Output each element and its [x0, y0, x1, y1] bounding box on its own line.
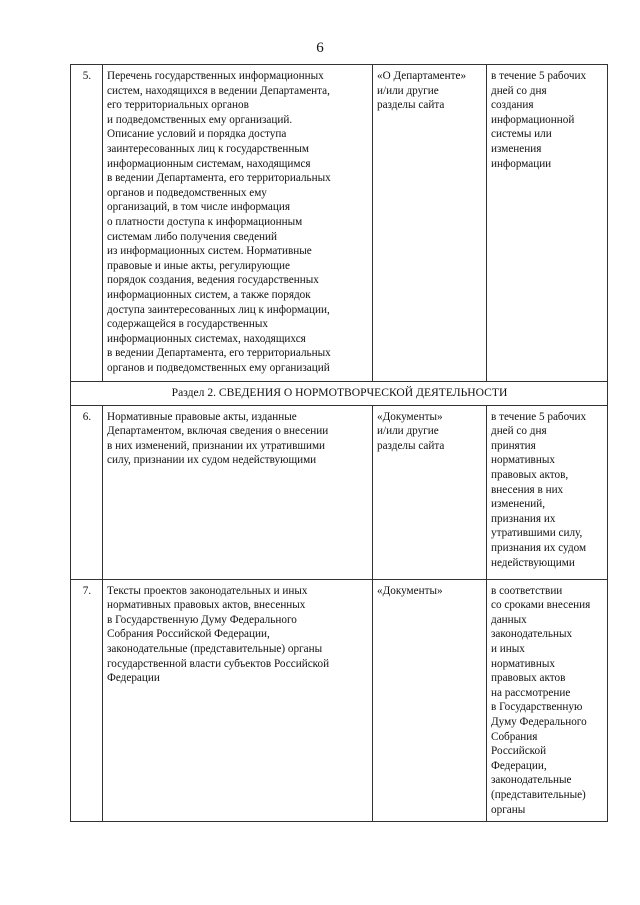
text-line: Описание условий и порядка доступа	[107, 128, 287, 141]
text-line: Думу Федерального	[491, 715, 587, 728]
row-site-section	[373, 65, 487, 382]
text-line: в течение 5 рабочих	[491, 70, 587, 82]
text-line: «Документы»	[377, 410, 443, 423]
row-site-section	[373, 579, 487, 822]
row-term	[487, 405, 608, 579]
text-line: в Государственную Думу Федерального	[107, 613, 297, 626]
text-line: правовых актов	[491, 672, 566, 685]
text-line: разделы сайта	[377, 439, 445, 452]
text-line: систем, находящихся в ведении Департамента,	[107, 84, 330, 97]
text-line: утратившими силу,	[491, 527, 583, 540]
text-line: изменения	[491, 142, 542, 155]
row-description	[103, 65, 373, 382]
text-line: нормативных правовых актов, внесенных	[107, 599, 306, 612]
row-number: 7.	[71, 579, 103, 822]
text-line: в Государственную	[491, 701, 583, 714]
text-line: Собрания Российской Федерации,	[107, 628, 270, 641]
text-line: Федерации,	[491, 759, 547, 772]
text-line: (представительные)	[491, 788, 586, 801]
text-line: организаций, в том числе информация	[107, 201, 290, 214]
text-line: данных	[491, 613, 527, 626]
text-line: в них изменений, признании их утратившими	[107, 439, 326, 452]
text-line: заинтересованных лиц к государственным	[107, 142, 309, 155]
text-line: силу, признании их судом недействующими	[107, 454, 317, 467]
text-line: и иных	[491, 642, 525, 655]
section-2-title: Раздел 2. СВЕДЕНИЯ О НОРМОТВОРЧЕСКОЙ ДЕЯТЕЛЬНОСТИ	[71, 382, 608, 406]
text-line: информационным системам, находящимся	[107, 157, 311, 170]
text-line: государственной власти субъектов Российской	[107, 657, 330, 670]
row-site-section	[373, 405, 487, 579]
text-line: в ведении Департамента, его территориальных	[107, 172, 331, 185]
text-line: Собрания	[491, 730, 538, 743]
row-description	[103, 405, 373, 579]
text-line: органов и подведомственных ему организаций	[107, 361, 330, 374]
text-line: органов и подведомственных ему	[107, 186, 267, 199]
text-line: недействующими	[491, 556, 575, 569]
text-line: о платности доступа к информационным	[107, 215, 303, 228]
text-line: правовые и иные акты, регулирующие	[107, 259, 290, 272]
row-description	[103, 579, 373, 822]
text-line: и/или другие	[377, 425, 439, 438]
text-line: со сроками внесения	[491, 599, 591, 612]
text-line: и/или другие	[377, 84, 439, 97]
text-line: из информационных систем. Нормативные	[107, 245, 312, 258]
page-number: 6	[316, 40, 324, 56]
text-line: Перечень государственных информационных	[107, 70, 324, 82]
text-line: законодательные (представительные) органы	[107, 642, 323, 655]
text-line: дней со дня	[491, 84, 547, 97]
text-line: системы или	[491, 128, 552, 141]
text-line: информационных систем, а также порядок	[107, 288, 311, 301]
text-line: законодательные	[491, 774, 572, 787]
text-line: системам либо получения сведений	[107, 230, 278, 243]
text-line: органы	[491, 803, 526, 816]
text-line: информационной	[491, 113, 575, 126]
text-line: признания их судом	[491, 541, 587, 554]
text-line: информационных системах, находящихся	[107, 332, 306, 345]
text-line: дней со дня	[491, 425, 547, 438]
text-line: Нормативные правовые акты, изданные	[107, 410, 297, 423]
text-line: Департаментом, включая сведения о внесении	[107, 425, 329, 438]
row-number: 5.	[71, 65, 103, 382]
text-line: в ведении Департамента, его территориальных	[107, 347, 331, 360]
text-line: доступа заинтересованных лиц к информации,	[107, 303, 330, 316]
text-line: законодательных	[491, 628, 573, 641]
text-line: Тексты проектов законодательных и иных	[107, 584, 308, 597]
text-line: и подведомственных ему организаций.	[107, 113, 293, 126]
table-row	[71, 405, 608, 579]
text-line: нормативных	[491, 454, 555, 467]
text-line: его территориальных органов	[107, 99, 249, 112]
row-term	[487, 65, 608, 382]
text-line: информации	[491, 157, 552, 170]
text-line: «О Департаменте»	[377, 70, 467, 82]
text-line: в соответствии	[491, 584, 563, 597]
text-line: принятия	[491, 439, 536, 452]
text-line: создания	[491, 99, 534, 112]
row-number: 6.	[71, 405, 103, 579]
text-line: изменений,	[491, 498, 546, 511]
information-table	[70, 64, 608, 822]
text-line: в течение 5 рабочих	[491, 410, 587, 423]
text-line: внесения в них	[491, 483, 564, 496]
text-line: на рассмотрение	[491, 686, 571, 699]
row-term	[487, 579, 608, 822]
text-line: правовых актов,	[491, 468, 569, 481]
text-line: содержащейся в государственных	[107, 318, 268, 331]
section-header-row	[71, 382, 608, 406]
text-line: нормативных	[491, 657, 555, 670]
text-line: Российской	[491, 745, 547, 758]
text-line: «Документы»	[377, 584, 443, 597]
text-line: разделы сайта	[377, 99, 445, 112]
text-line: Федерации	[107, 672, 160, 685]
text-line: порядок создания, ведения государственных	[107, 274, 319, 287]
table-row	[71, 65, 608, 382]
text-line: признания их	[491, 512, 556, 525]
table-row	[71, 579, 608, 822]
